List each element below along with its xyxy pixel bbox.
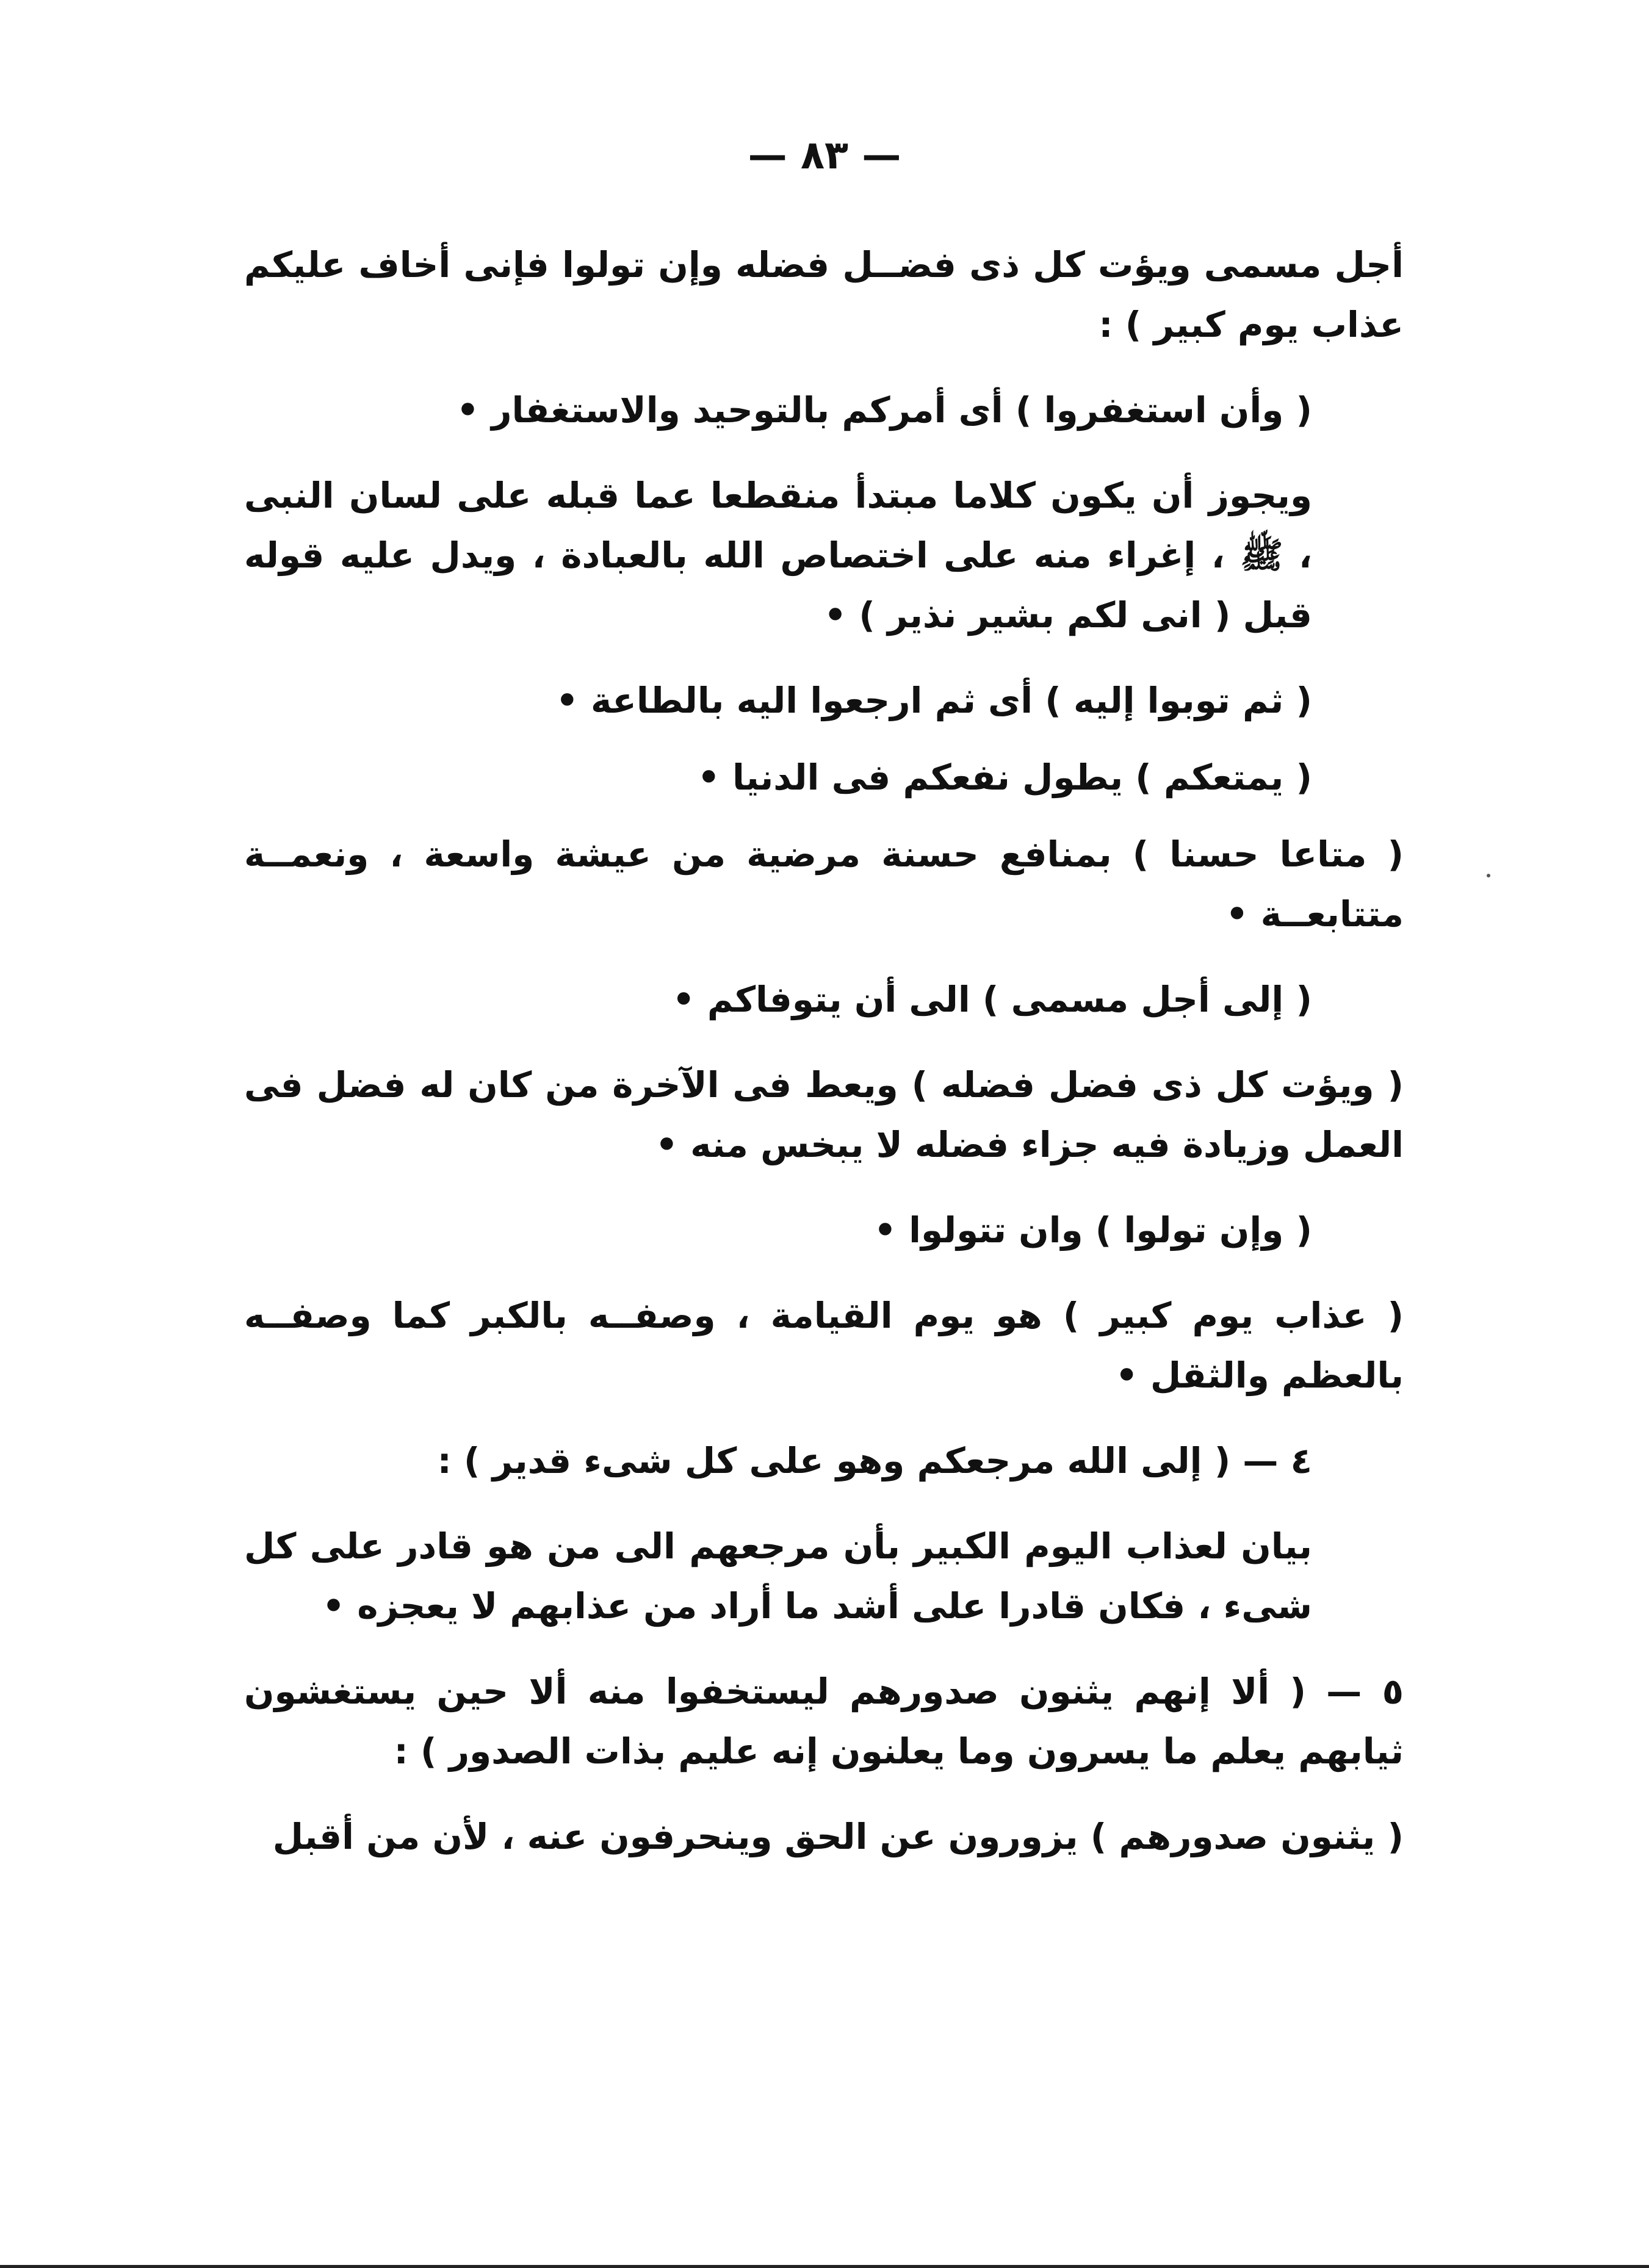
paragraph: بيان لعذاب اليوم الكبير بأن مرجعهم الى من هو قادر على كل شىء ، فكان قادرا على أشد ما أراد من عذابهم لا يعجزه • — [244, 1525, 1312, 1627]
page-bottom-edge — [0, 2265, 1649, 2268]
paragraph: ( ويؤت كل ذى فضل فضله ) ويعط فى الآخرة من كان له فضل فى العمل وزيادة فيه جزاء فضله لا يبخس منه • — [244, 1064, 1404, 1165]
page-number: — ٨٣ — — [748, 133, 901, 178]
paragraph: ( وأن استغفروا ) أى أمركم بالتوحيد والاستغفار • — [456, 389, 1312, 431]
paragraph: ( وإن تولوا ) وان تتولوا • — [873, 1209, 1312, 1251]
paragraph: ٤ — ( إلى الله مرجعكم وهو على كل شىء قدير ) : — [437, 1440, 1312, 1481]
body-text — [244, 235, 1404, 1892]
paragraph: ( متاعا حسنا ) بمنافع حسنة مرضية من عيشة واسعة ، ونعمــة متتابعــة • — [244, 833, 1404, 935]
paragraph: ( إلى أجل مسمى ) الى أن يتوفاكم • — [672, 979, 1312, 1020]
paragraph: ( يمتعكم ) يطول نفعكم فى الدنيا • — [697, 757, 1312, 798]
scan-speck — [1487, 874, 1490, 877]
paragraph: ( يثنون صدورهم ) يزورون عن الحق وينحرفون عنه ، لأن من أقبل — [272, 1816, 1404, 1857]
paragraph: ويجوز أن يكون كلاما مبتدأ منقطعا عما قبله على لسان النبى ، ﷺ ، إغراء منه على اختصاص الله بالعبادة ، ويدل عليه قوله قبل ( انى لكم بشير نذير ) • — [244, 475, 1312, 636]
paragraph: ( ثم توبوا إليه ) أى ثم ارجعوا اليه بالطاعة • — [555, 680, 1312, 721]
paragraph: أجل مسمى ويؤت كل ذى فضــل فضله وإن تولوا فإنى أخاف عليكم عذاب يوم كبير ) : — [244, 244, 1404, 345]
paragraph: ( عذاب يوم كبير ) هو يوم القيامة ، وصفــه بالكبر كما وصفــه بالعظم والثقل • — [244, 1295, 1404, 1396]
paragraph: ٥ — ( ألا إنهم يثنون صدورهم ليستخفوا منه ألا حين يستغشون ثيابهم يعلم ما يسرون وما يعلنون إنه عليم بذات الصدور ) : — [244, 1671, 1404, 1772]
